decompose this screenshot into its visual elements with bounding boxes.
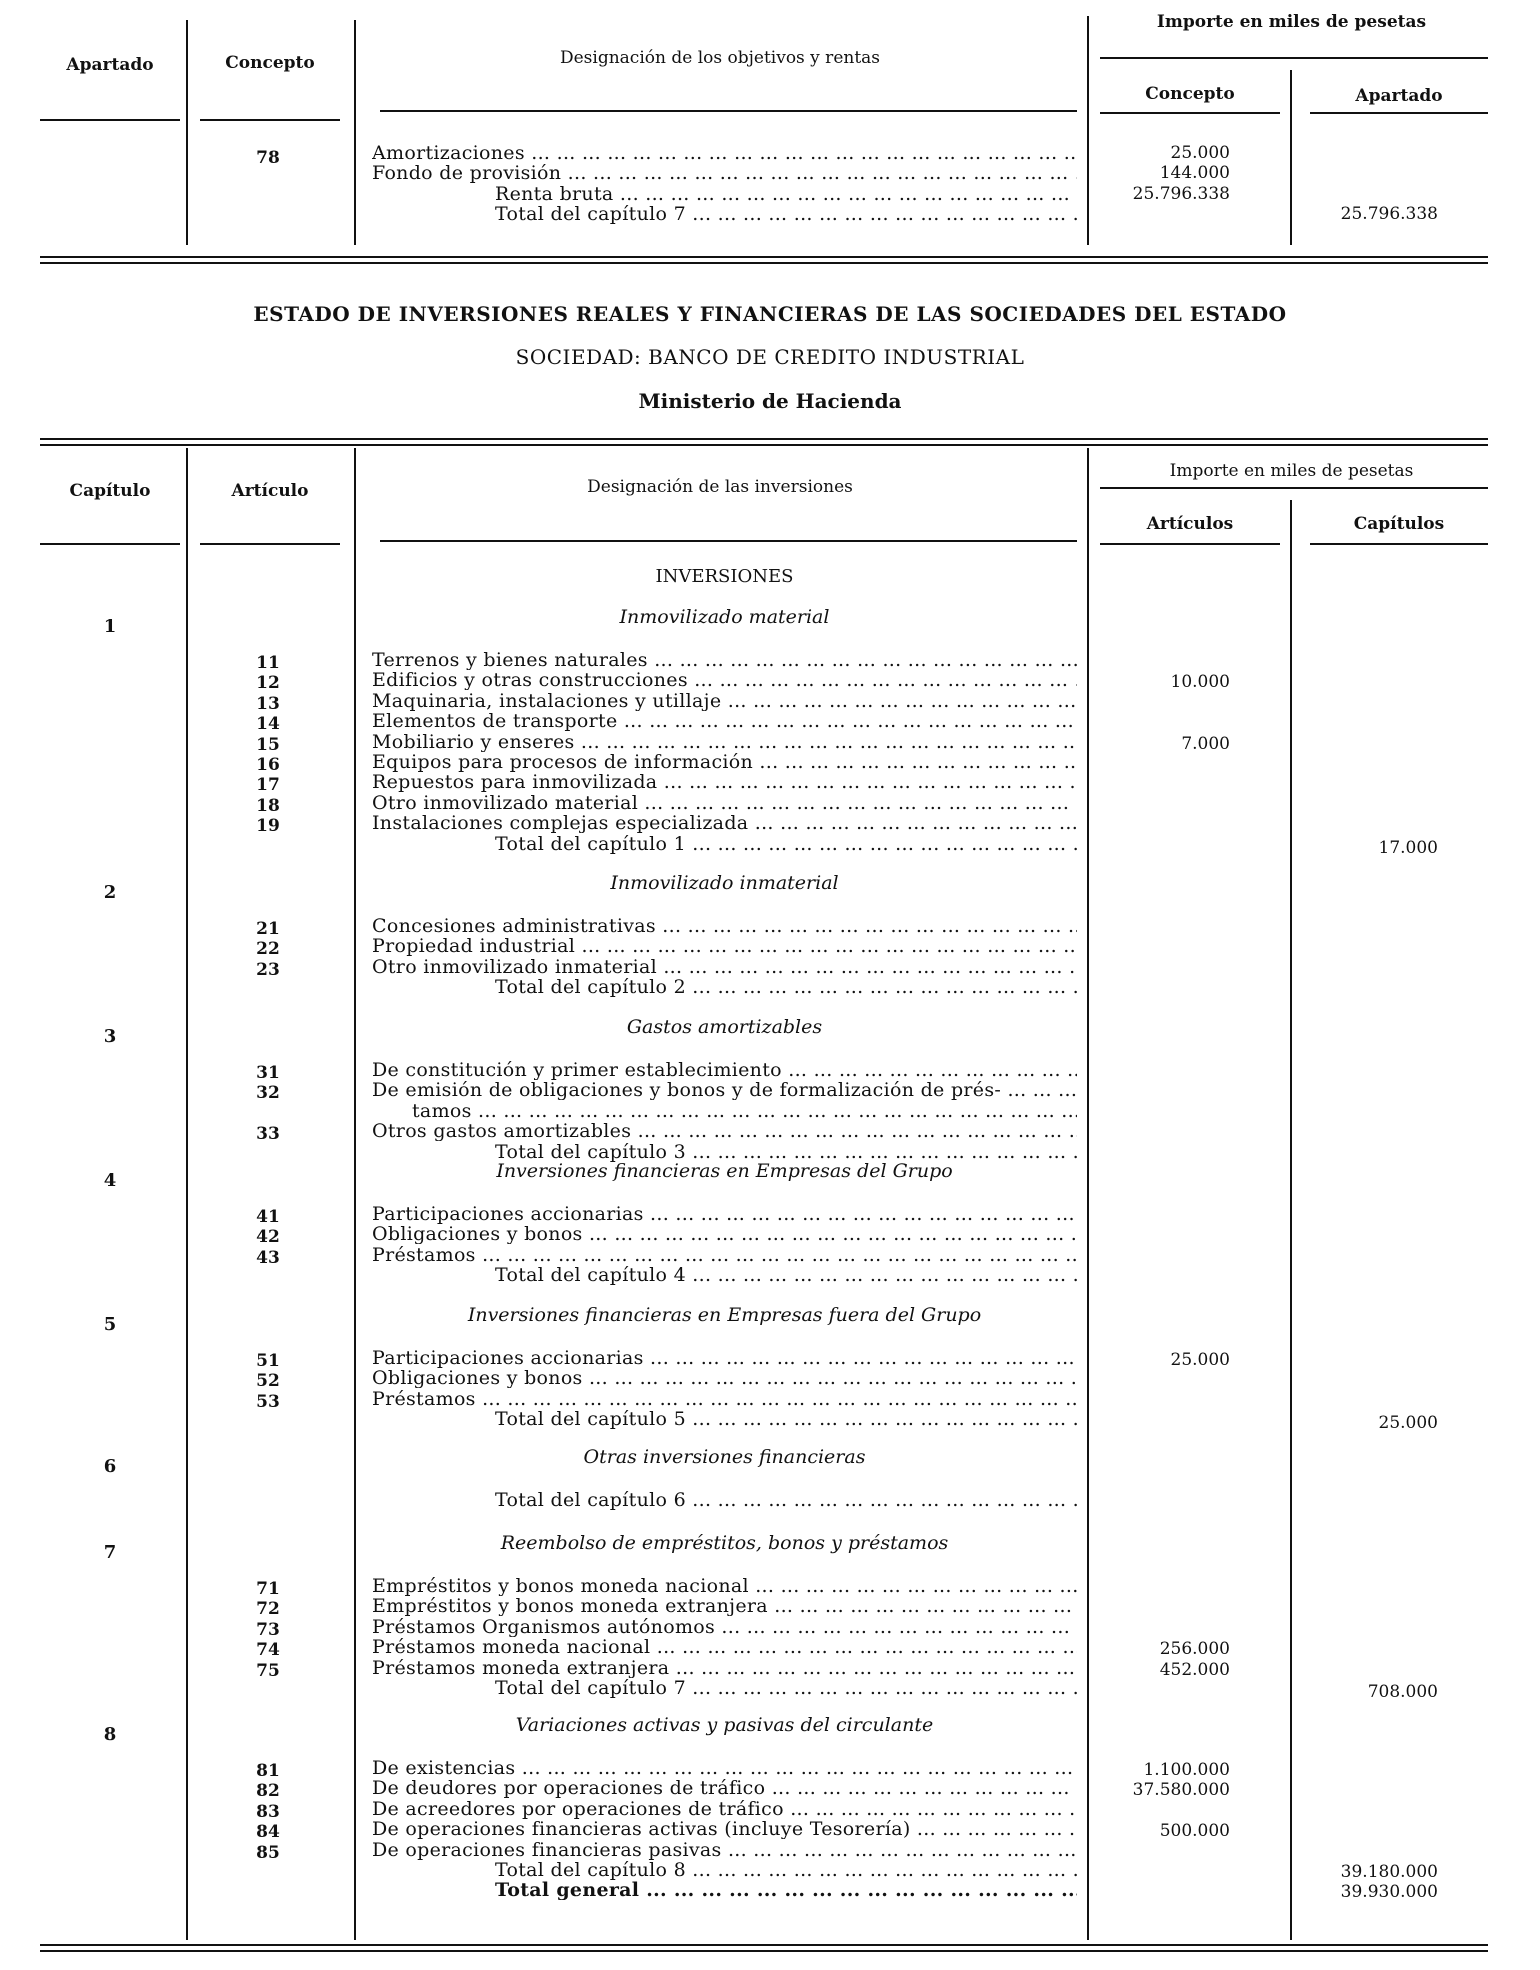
article-code: 74 bbox=[256, 1640, 280, 1661]
article-code: 15 bbox=[256, 734, 280, 755]
article-code: 22 bbox=[256, 939, 280, 960]
chapter-total: 708.000 bbox=[1367, 1682, 1438, 1702]
article-label: Concesiones administrativas ... . bbox=[372, 916, 1077, 936]
article-label: Terrenos y bienes naturales ... . bbox=[372, 650, 1077, 670]
chapter-number: 2 bbox=[103, 882, 117, 903]
row-label: Fondo de provisión ... . bbox=[372, 163, 1077, 183]
article-label: De constitución y primer establecimiento ... . bbox=[372, 1060, 1077, 1080]
article-label: Otro inmovilizado material ... . bbox=[372, 793, 1077, 813]
article-label: Elementos de transporte ... . bbox=[372, 711, 1077, 731]
column-divider bbox=[1087, 448, 1089, 1940]
article-code: 33 bbox=[256, 1124, 280, 1145]
article-code: 17 bbox=[256, 775, 280, 796]
article-label: De operaciones financieras pasivas ... . bbox=[372, 1840, 1077, 1860]
concepto-amount: 25.000 bbox=[1170, 143, 1230, 163]
article-label: Otros gastos amortizables ... . bbox=[372, 1121, 1077, 1141]
article-label: De existencias ... . bbox=[372, 1758, 1077, 1778]
chapter-total-label: Total del capítulo 6 ... . bbox=[495, 1490, 1077, 1510]
chapter-number: 8 bbox=[103, 1724, 117, 1745]
header-rule bbox=[1100, 543, 1280, 545]
chapter-number: 5 bbox=[103, 1314, 117, 1335]
chapter-title: Otras inversiones financieras bbox=[583, 1446, 866, 1468]
chapter-title: Inversiones financieras en Empresas fuera del Grupo bbox=[467, 1304, 982, 1326]
chapter-total: 25.000 bbox=[1378, 1413, 1438, 1434]
article-label: Participaciones accionarias ... . bbox=[372, 1204, 1077, 1224]
table-bottom-rule bbox=[40, 256, 1488, 258]
header-rule bbox=[1100, 112, 1280, 114]
article-label: Empréstitos y bonos moneda extranjera ... . bbox=[372, 1596, 1077, 1616]
article-code: 52 bbox=[256, 1371, 280, 1392]
article-amount: 37.580.000 bbox=[1132, 1780, 1230, 1801]
article-code: 43 bbox=[256, 1247, 280, 1268]
header-rule bbox=[200, 119, 340, 121]
table-bottom-rule bbox=[40, 1944, 1488, 1946]
column-divider bbox=[186, 20, 188, 245]
company-title: SOCIEDAD: BANCO DE CREDITO INDUSTRIAL bbox=[515, 345, 1025, 369]
header-capitulos: Capítulos bbox=[1353, 514, 1445, 534]
article-label: Mobiliario y enseres ... . bbox=[372, 732, 1077, 752]
article-code: 16 bbox=[256, 755, 280, 775]
article-code: 13 bbox=[256, 693, 280, 714]
article-label: Instalaciones complejas especializada ... . bbox=[372, 813, 1077, 833]
concepto-code: 78 bbox=[256, 148, 280, 168]
header-articulo: Artículo bbox=[231, 481, 309, 501]
article-code: 14 bbox=[256, 714, 280, 735]
header-importe: Importe en miles de pesetas bbox=[1169, 461, 1414, 481]
header-sub-apartado: Apartado bbox=[1355, 86, 1443, 106]
article-amount: 452.000 bbox=[1159, 1659, 1230, 1680]
header-apartado: Apartado bbox=[66, 55, 154, 75]
article-label: Préstamos Organismos autónomos ... . bbox=[372, 1617, 1077, 1637]
article-label: Repuestos para inmovilizada ... . bbox=[372, 772, 1077, 792]
article-label: Obligaciones y bonos ... . bbox=[372, 1224, 1077, 1244]
article-label: De deudores por operaciones de tráfico ... . bbox=[372, 1778, 1077, 1798]
article-code: 53 bbox=[256, 1391, 280, 1412]
article-label: Equipos para procesos de información ... . bbox=[372, 752, 1077, 772]
column-divider bbox=[1290, 70, 1292, 245]
article-code: 23 bbox=[256, 959, 280, 980]
table-bottom-rule bbox=[40, 262, 1488, 264]
chapter-total-label: Total del capítulo 7 ... . bbox=[495, 1678, 1077, 1698]
article-amount: 25.000 bbox=[1170, 1350, 1230, 1370]
header-rule bbox=[40, 119, 180, 121]
article-label: Préstamos ... . bbox=[372, 1245, 1077, 1265]
article-label: Propiedad industrial ... . bbox=[372, 936, 1077, 956]
article-code: 72 bbox=[256, 1599, 280, 1620]
article-code: 18 bbox=[256, 795, 280, 816]
article-label-continued: tamos ... . bbox=[412, 1101, 1077, 1121]
grand-total: 39.930.000 bbox=[1340, 1882, 1438, 1903]
chapter-number: 3 bbox=[103, 1026, 117, 1047]
article-code: 11 bbox=[256, 653, 280, 673]
chapter-total-label: Total del capítulo 1 ... . bbox=[495, 834, 1077, 854]
article-label: Préstamos ... . bbox=[372, 1389, 1077, 1409]
article-code: 73 bbox=[256, 1619, 280, 1640]
table-top-rule bbox=[40, 438, 1488, 440]
header-rule bbox=[1310, 112, 1488, 114]
concepto-amount: 25.796.338 bbox=[1132, 184, 1230, 204]
chapter-total-label: Total del capítulo 5 ... . bbox=[495, 1409, 1077, 1429]
chapter-total-label: Total del capítulo 2 ... . bbox=[495, 977, 1077, 997]
article-code: 84 bbox=[256, 1822, 280, 1843]
article-amount: 256.000 bbox=[1159, 1639, 1230, 1660]
article-label: Participaciones accionarias ... . bbox=[372, 1348, 1077, 1368]
header-rule bbox=[1100, 57, 1488, 59]
column-divider bbox=[354, 448, 356, 1940]
apartado-total: 25.796.338 bbox=[1340, 204, 1438, 224]
article-code: 82 bbox=[256, 1781, 280, 1802]
header-sub-concepto: Concepto bbox=[1145, 84, 1235, 104]
article-label: De acreedores por operaciones de tráfico ... . bbox=[372, 1799, 1077, 1819]
chapter-total-label: Total del capítulo 3 ... . bbox=[495, 1142, 1077, 1162]
chapter-title: Inmovilizado inmaterial bbox=[610, 872, 839, 894]
article-code: 21 bbox=[256, 919, 280, 939]
chapter-title: Inmovilizado material bbox=[619, 606, 830, 628]
article-code: 81 bbox=[256, 1761, 280, 1781]
article-code: 41 bbox=[256, 1207, 280, 1227]
article-label: Maquinaria, instalaciones y utillaje ... . bbox=[372, 691, 1077, 711]
article-code: 19 bbox=[256, 816, 280, 837]
chapter-title: Reembolso de empréstitos, bonos y préstamos bbox=[500, 1532, 949, 1554]
header-importe: Importe en miles de pesetas bbox=[1156, 12, 1427, 32]
article-code: 32 bbox=[256, 1083, 280, 1104]
article-amount: 7.000 bbox=[1181, 733, 1230, 754]
article-code: 51 bbox=[256, 1351, 280, 1371]
column-divider bbox=[1290, 500, 1292, 1940]
article-label: Obligaciones y bonos ... . bbox=[372, 1368, 1077, 1388]
header-rule bbox=[40, 543, 180, 545]
chapter-title: Inversiones financieras en Empresas del Grupo bbox=[496, 1160, 953, 1182]
article-amount: 10.000 bbox=[1170, 672, 1230, 693]
column-divider bbox=[354, 20, 356, 245]
article-code: 75 bbox=[256, 1660, 280, 1681]
concepto-amount: 144.000 bbox=[1159, 163, 1230, 183]
article-code: 42 bbox=[256, 1227, 280, 1248]
article-code: 71 bbox=[256, 1579, 280, 1599]
header-concepto: Concepto bbox=[225, 53, 315, 73]
document-title: ESTADO DE INVERSIONES REALES Y FINANCIERAS DE LAS SOCIEDADES DEL ESTADO bbox=[253, 302, 1287, 326]
chapter-total-label: Total del capítulo 8 ... . bbox=[495, 1860, 1077, 1880]
article-label: Empréstitos y bonos moneda nacional ... . bbox=[372, 1576, 1077, 1596]
chapter-total: 39.180.000 bbox=[1340, 1862, 1438, 1882]
chapter-title: Gastos amortizables bbox=[626, 1016, 823, 1038]
column-divider bbox=[1087, 16, 1089, 245]
article-code: 83 bbox=[256, 1801, 280, 1822]
header-rule bbox=[380, 110, 1077, 112]
chapter-number: 4 bbox=[103, 1170, 117, 1191]
header-articulos: Artículos bbox=[1146, 514, 1234, 534]
ministry-title: Ministerio de Hacienda bbox=[638, 389, 902, 413]
header-rule bbox=[200, 543, 340, 545]
header-designacion: Designación de las inversiones bbox=[587, 477, 853, 497]
row-label: Amortizaciones ... . bbox=[372, 143, 1077, 163]
article-label: Otro inmovilizado inmaterial ... . bbox=[372, 957, 1077, 977]
table-top-rule bbox=[40, 444, 1488, 446]
column-divider bbox=[186, 448, 188, 1940]
header-rule bbox=[1100, 487, 1488, 489]
article-label: De operaciones financieras activas (incluye Tesorería) ... . bbox=[372, 1819, 1077, 1839]
article-label: Préstamos moneda nacional ... . bbox=[372, 1637, 1077, 1657]
chapter-number: 7 bbox=[103, 1542, 117, 1563]
grand-total-label: Total general ... . bbox=[495, 1880, 1077, 1900]
section-heading: INVERSIONES bbox=[655, 566, 794, 587]
chapter-number: 6 bbox=[103, 1456, 117, 1477]
article-code: 85 bbox=[256, 1842, 280, 1863]
article-amount: 500.000 bbox=[1159, 1821, 1230, 1842]
article-code: 12 bbox=[256, 673, 280, 694]
chapter-number: 1 bbox=[103, 616, 117, 637]
article-code: 31 bbox=[256, 1063, 280, 1083]
article-label: De emisión de obligaciones y bonos y de formalización de prés- ... . bbox=[372, 1080, 1077, 1100]
header-capitulo: Capítulo bbox=[69, 481, 151, 501]
article-label: Edificios y otras construcciones ... . bbox=[372, 670, 1077, 690]
article-amount: 1.100.000 bbox=[1143, 1760, 1230, 1780]
article-label: Préstamos moneda extranjera ... . bbox=[372, 1658, 1077, 1678]
chapter-total: 17.000 bbox=[1378, 837, 1438, 858]
chapter-title: Variaciones activas y pasivas del circulante bbox=[515, 1714, 934, 1736]
header-rule bbox=[380, 540, 1077, 542]
chapter-total-label: Total del capítulo 4 ... . bbox=[495, 1265, 1077, 1285]
header-rule bbox=[1310, 543, 1488, 545]
total-label: Total del capítulo 7 ... . bbox=[495, 204, 1077, 224]
row-label: Renta bruta ... . bbox=[495, 184, 1077, 204]
table-bottom-rule bbox=[40, 1950, 1488, 1952]
header-designacion: Designación de los objetivos y rentas bbox=[559, 48, 881, 68]
